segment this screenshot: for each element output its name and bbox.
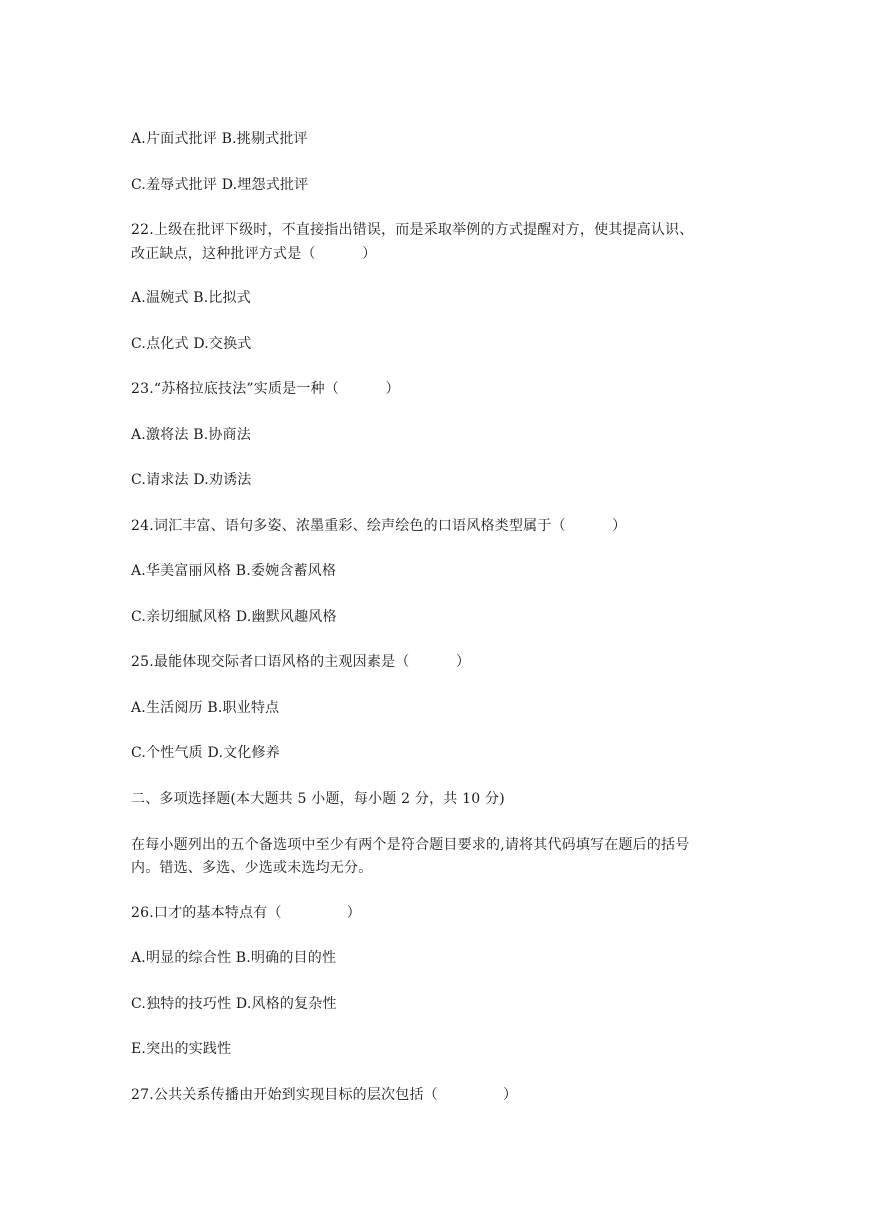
section-heading-multiple-choice: 二、多项选择题(本大题共 5 小题，每小题 2 分，共 10 分)	[131, 791, 505, 807]
option-line-26-cd: C.独特的技巧性 D.风格的复杂性	[131, 996, 337, 1012]
option-line-23-ab: A.激将法 B.协商法	[131, 427, 251, 443]
option-line-23-cd: C.请求法 D.劝诱法	[131, 472, 252, 488]
option-line-25-ab: A.生活阅历 B.职业特点	[131, 700, 280, 716]
question-27: 27.公共关系传播由开始到实现目标的层次包括（ ）	[131, 1087, 518, 1103]
question-26: 26.口才的基本特点有（ ）	[131, 905, 361, 921]
question-24: 24.词汇丰富、语句多姿、浓墨重彩、绘声绘色的口语风格类型属于（ ）	[131, 518, 627, 534]
option-line-22-ab: A.温婉式 B.比拟式	[131, 290, 251, 306]
option-line-26-ab: A.明显的综合性 B.明确的目的性	[131, 950, 337, 966]
question-22-line-1: 22.上级在批评下级时，不直接指出错误，而是采取举例的方式提醒对方，使其提高认识、	[131, 222, 694, 238]
option-line-24-ab: A.华美富丽风格 B.委婉含蓄风格	[131, 563, 337, 579]
question-23: 23.“苏格拉底技法”实质是一种（ ）	[131, 381, 400, 397]
option-line-21-cd: C.羞辱式批评 D.埋怨式批评	[131, 177, 309, 193]
section-instructions-line-1: 在每小题列出的五个备选项中至少有两个是符合题目要求的,请将其代码填写在题后的括号	[131, 837, 690, 853]
option-line-26-e: E.突出的实践性	[131, 1041, 232, 1057]
option-line-25-cd: C.个性气质 D.文化修养	[131, 745, 280, 761]
question-25: 25.最能体现交际者口语风格的主观因素是（ ）	[131, 654, 471, 670]
option-line-21-ab: A.片面式批评 B.挑剔式批评	[131, 131, 308, 147]
question-22-line-2: 改正缺点，这种批评方式是（ ）	[131, 246, 377, 262]
option-line-24-cd: C.亲切细腻风格 D.幽默风趣风格	[131, 609, 337, 625]
option-line-22-cd: C.点化式 D.交换式	[131, 336, 252, 352]
section-instructions-line-2: 内。错选、多选、少选或未选均无分。	[131, 860, 373, 876]
